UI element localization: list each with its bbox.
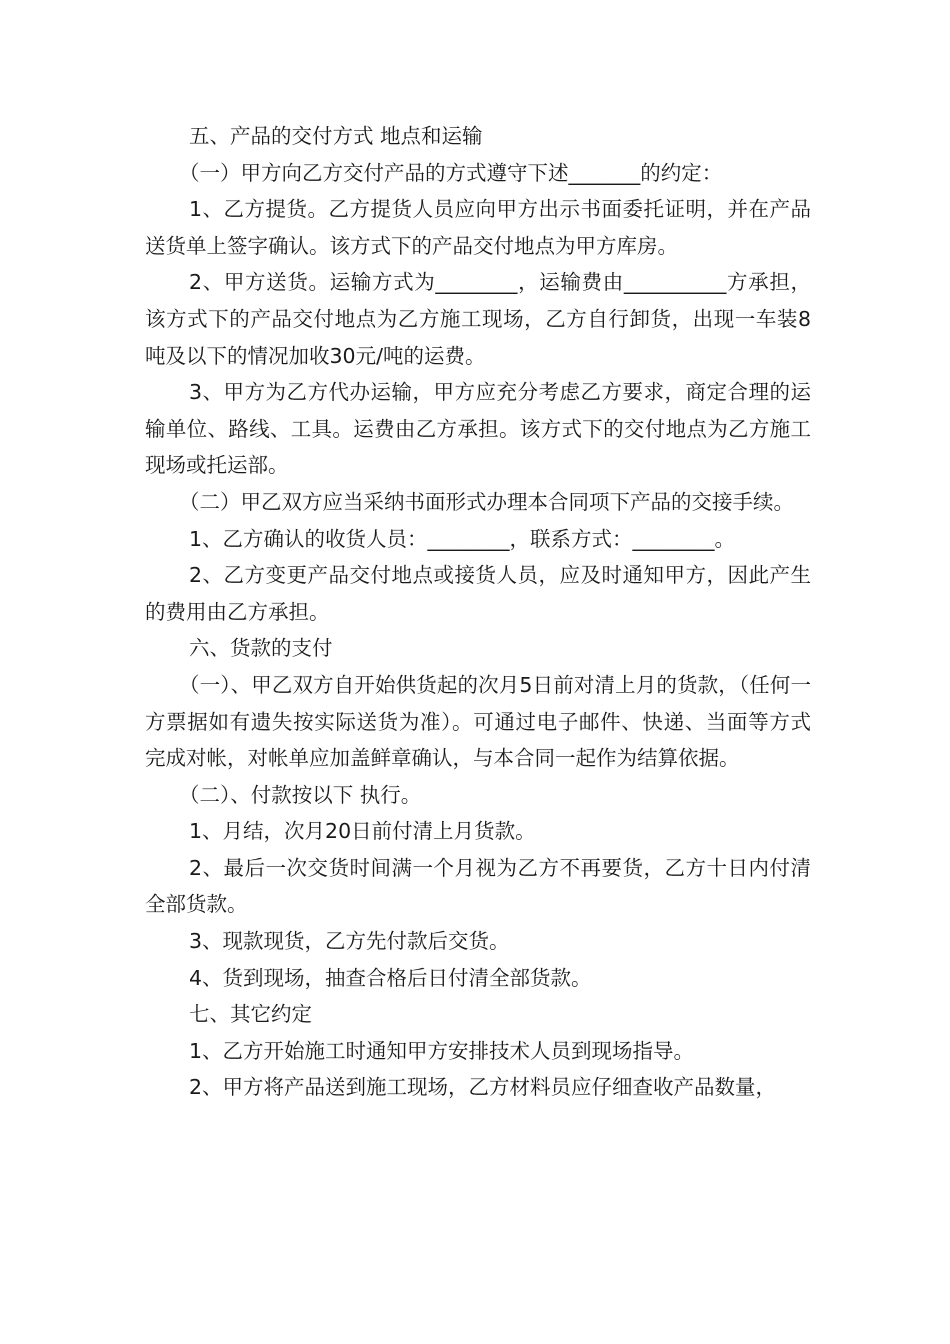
section-heading-payment: 六、货款的支付 <box>189 636 333 661</box>
clause-payment-terms: （二）、付款按以下 执行。 <box>179 782 422 807</box>
clause-handover-procedure: （二）甲乙双方应当采纳书面形式办理本合同项下产品的交接手续。 <box>179 489 794 514</box>
document-page <box>145 118 811 1106</box>
clause-agent-transport: 3、甲方为乙方代办运输，甲方应充分考虑乙方要求，商定合理的运输单位、路线、工具。运费由乙方承担。该方式下的交付地点为乙方施工现场或托运部。 <box>145 380 811 478</box>
clause-change-notice: 2、乙方变更产品交付地点或接货人员，应及时通知甲方，因此产生的费用由乙方承担。 <box>145 563 811 624</box>
clause-technical-guidance: 1、乙方开始施工时通知甲方安排技术人员到现场指导。 <box>189 1038 695 1063</box>
clause-receiver-contact: 1、乙方确认的收货人员：________，联系方式：________。 <box>189 526 736 551</box>
clause-cash-on-delivery: 3、现款现货，乙方先付款后交货。 <box>189 929 510 954</box>
clause-delivery-method: （一）甲方向乙方交付产品的方式遵守下述_______的约定： <box>179 160 723 185</box>
clause-pay-after-inspection: 4、货到现场，抽查合格后日付清全部货款。 <box>189 965 592 990</box>
clause-monthly-settlement: 1、月结，次月20日前付清上月货款。 <box>189 819 536 844</box>
clause-seller-delivery: 2、甲方送货。运输方式为________，运输费由__________方承担，该方式下的产品交付地点为乙方施工现场，乙方自行卸货，出现一车装8吨及以下的情况加收30元/吨的运费。 <box>145 270 811 368</box>
clause-reconciliation: （一）、甲乙双方自开始供货起的次月5日前对清上月的货款，（任何一方票据如有遗失按实际送货为准）。可通过电子邮件、快递、当面等方式完成对帐，对帐单应加盖鲜章确认，与本合同一起作为结算依据。 <box>145 672 811 771</box>
section-heading-other: 七、其它约定 <box>189 1002 312 1027</box>
section-heading-delivery: 五、产品的交付方式 地点和运输 <box>189 124 483 148</box>
clause-self-pickup: 1、乙方提货。乙方提货人员应向甲方出示书面委托证明，并在产品送货单上签字确认。该方式下的产品交付地点为甲方库房。 <box>145 197 811 258</box>
clause-final-delivery: 2、最后一次交货时间满一个月视为乙方不再要货，乙方十日内付清全部货款。 <box>145 855 811 917</box>
clause-quantity-check: 2、甲方将产品送到施工现场，乙方材料员应仔细查收产品数量， <box>189 1075 777 1100</box>
